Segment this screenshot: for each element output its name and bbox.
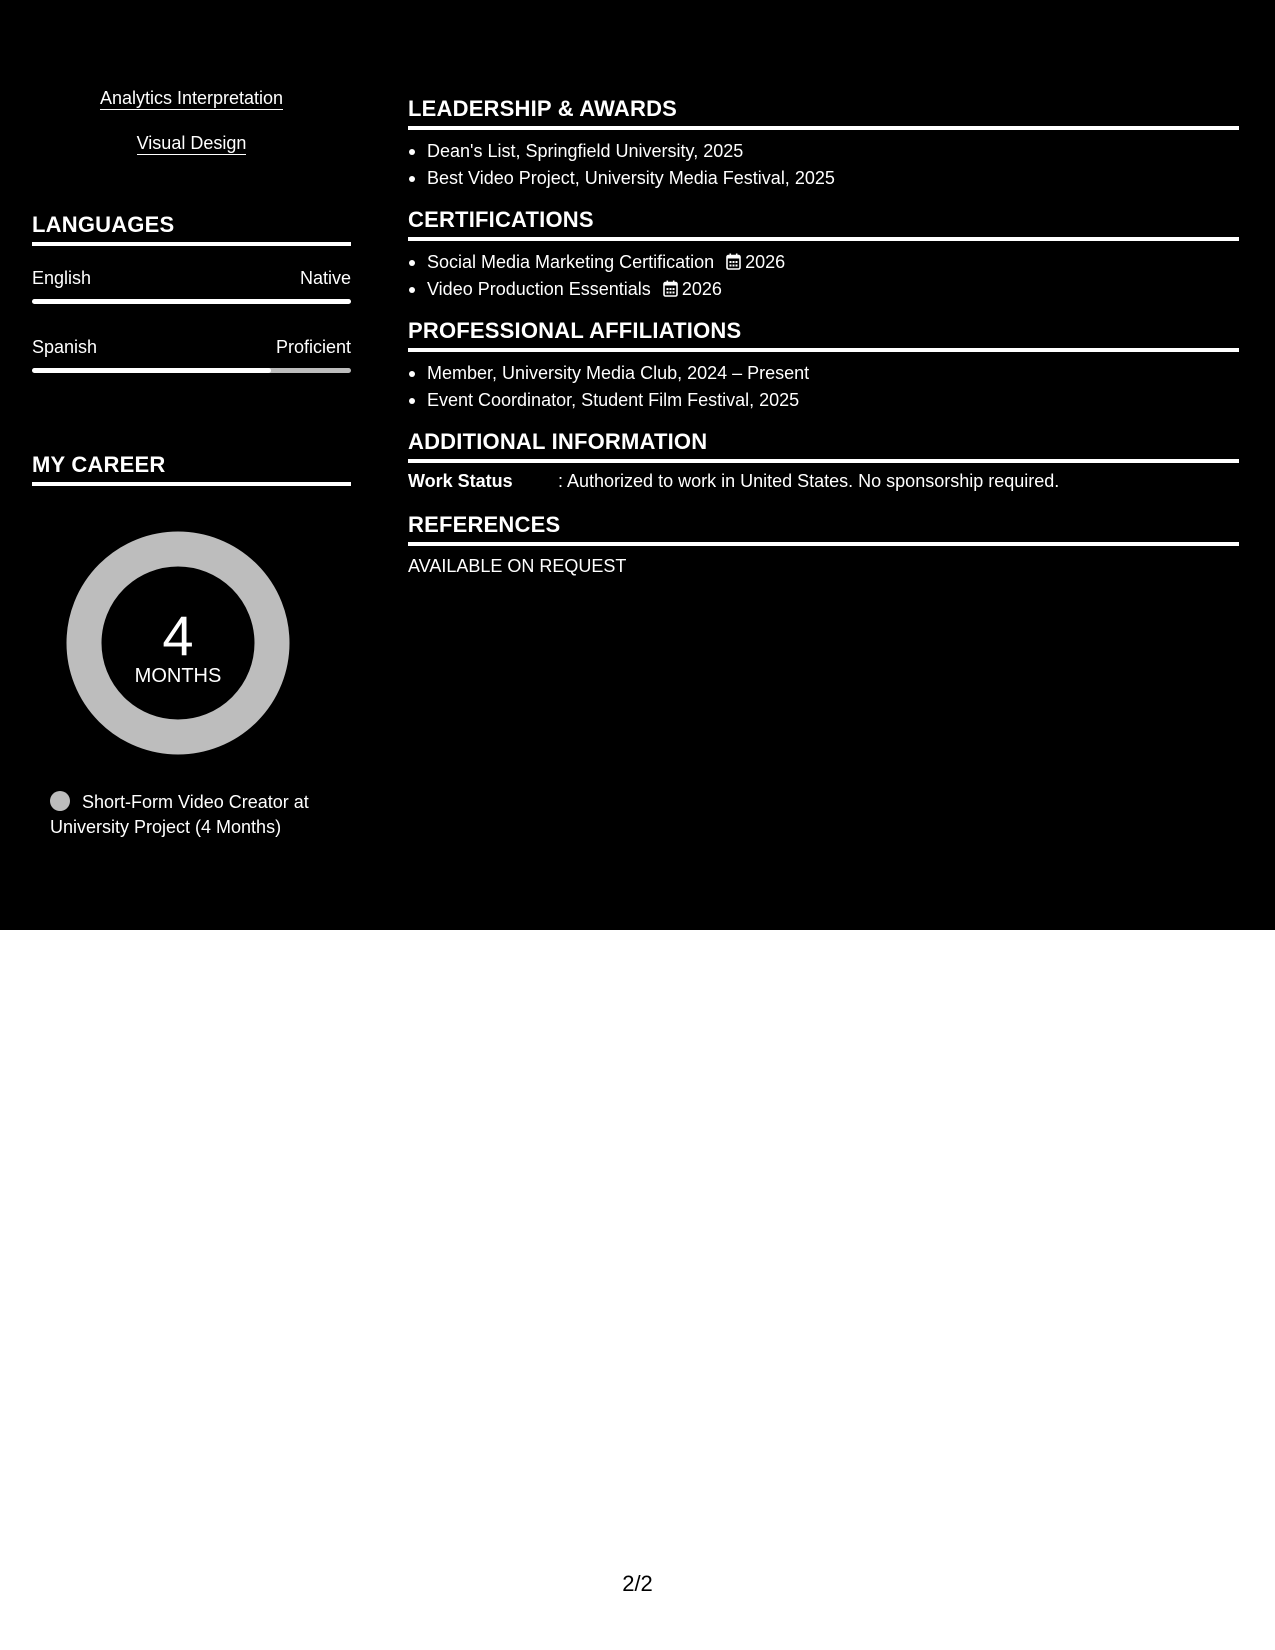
language-name: English (32, 268, 92, 288)
language-proficiency-bar (32, 368, 351, 373)
leadership-section (408, 96, 1239, 192)
certification-year: 2026 (681, 279, 722, 299)
calendar-icon (663, 280, 678, 297)
legend-dot-icon (50, 791, 70, 811)
additional-info-heading: ADDITIONAL INFORMATION (408, 429, 708, 454)
language-proficiency-fill (32, 299, 351, 304)
section-divider (408, 237, 1239, 241)
page-number: 2/2 (622, 1571, 653, 1596)
work-status-value: : Authorized to work in United States. No sponsorship required. (558, 471, 1060, 491)
list-item: Best Video Project, University Media Festival, 2025 (408, 165, 1239, 192)
calendar-icon (726, 253, 741, 270)
list-item: Dean's List, Springfield University, 2025 (408, 138, 1239, 165)
affiliations-section (408, 318, 1239, 414)
list-item: Social Media Marketing Certification 2026 (408, 249, 1239, 276)
list-item: Member, University Media Club, 2024 – Present (408, 360, 1239, 387)
leadership-heading: LEADERSHIP & AWARDS (408, 96, 678, 121)
certification-year: 2026 (745, 252, 786, 272)
section-divider (408, 126, 1239, 130)
language-proficiency-bar (32, 299, 351, 304)
career-section (32, 452, 351, 486)
section-divider (408, 542, 1239, 546)
work-status-row (408, 471, 1239, 492)
skill-item: Visual Design (136, 133, 247, 153)
work-status-label: Work Status (408, 471, 513, 491)
section-divider (408, 348, 1239, 352)
career-total-months: 4 (162, 604, 194, 667)
career-total-unit: MONTHS (134, 665, 222, 687)
references-heading: REFERENCES (408, 512, 561, 537)
career-entry-text: Short-Form Video Creator at University Project (4 Months) (50, 792, 309, 837)
career-heading: MY CAREER (32, 452, 166, 477)
certifications-heading: CERTIFICATIONS (408, 207, 594, 232)
language-proficiency-fill (32, 368, 271, 373)
language-level: Native (299, 268, 351, 288)
language-row-english (32, 268, 351, 289)
language-name: Spanish (32, 337, 98, 357)
section-divider (32, 242, 351, 246)
language-level: Proficient (275, 337, 351, 357)
section-divider (32, 482, 351, 486)
section-divider (408, 459, 1239, 463)
affiliations-heading: PROFESSIONAL AFFILIATIONS (408, 318, 742, 343)
list-item: Event Coordinator, Student Film Festival, 2025 (408, 387, 1239, 414)
language-row-spanish (32, 337, 351, 358)
languages-section (32, 212, 351, 246)
languages-heading: LANGUAGES (32, 212, 175, 237)
list-item: Video Production Essentials 2026 (408, 276, 1239, 303)
references-text: AVAILABLE ON REQUEST (408, 556, 627, 576)
career-donut-chart (66, 531, 290, 755)
certifications-section (408, 207, 1239, 303)
additional-info-section (408, 429, 1239, 492)
skill-item: Analytics Interpretation (99, 88, 284, 108)
career-legend-item (50, 790, 350, 840)
references-section (408, 512, 1239, 577)
